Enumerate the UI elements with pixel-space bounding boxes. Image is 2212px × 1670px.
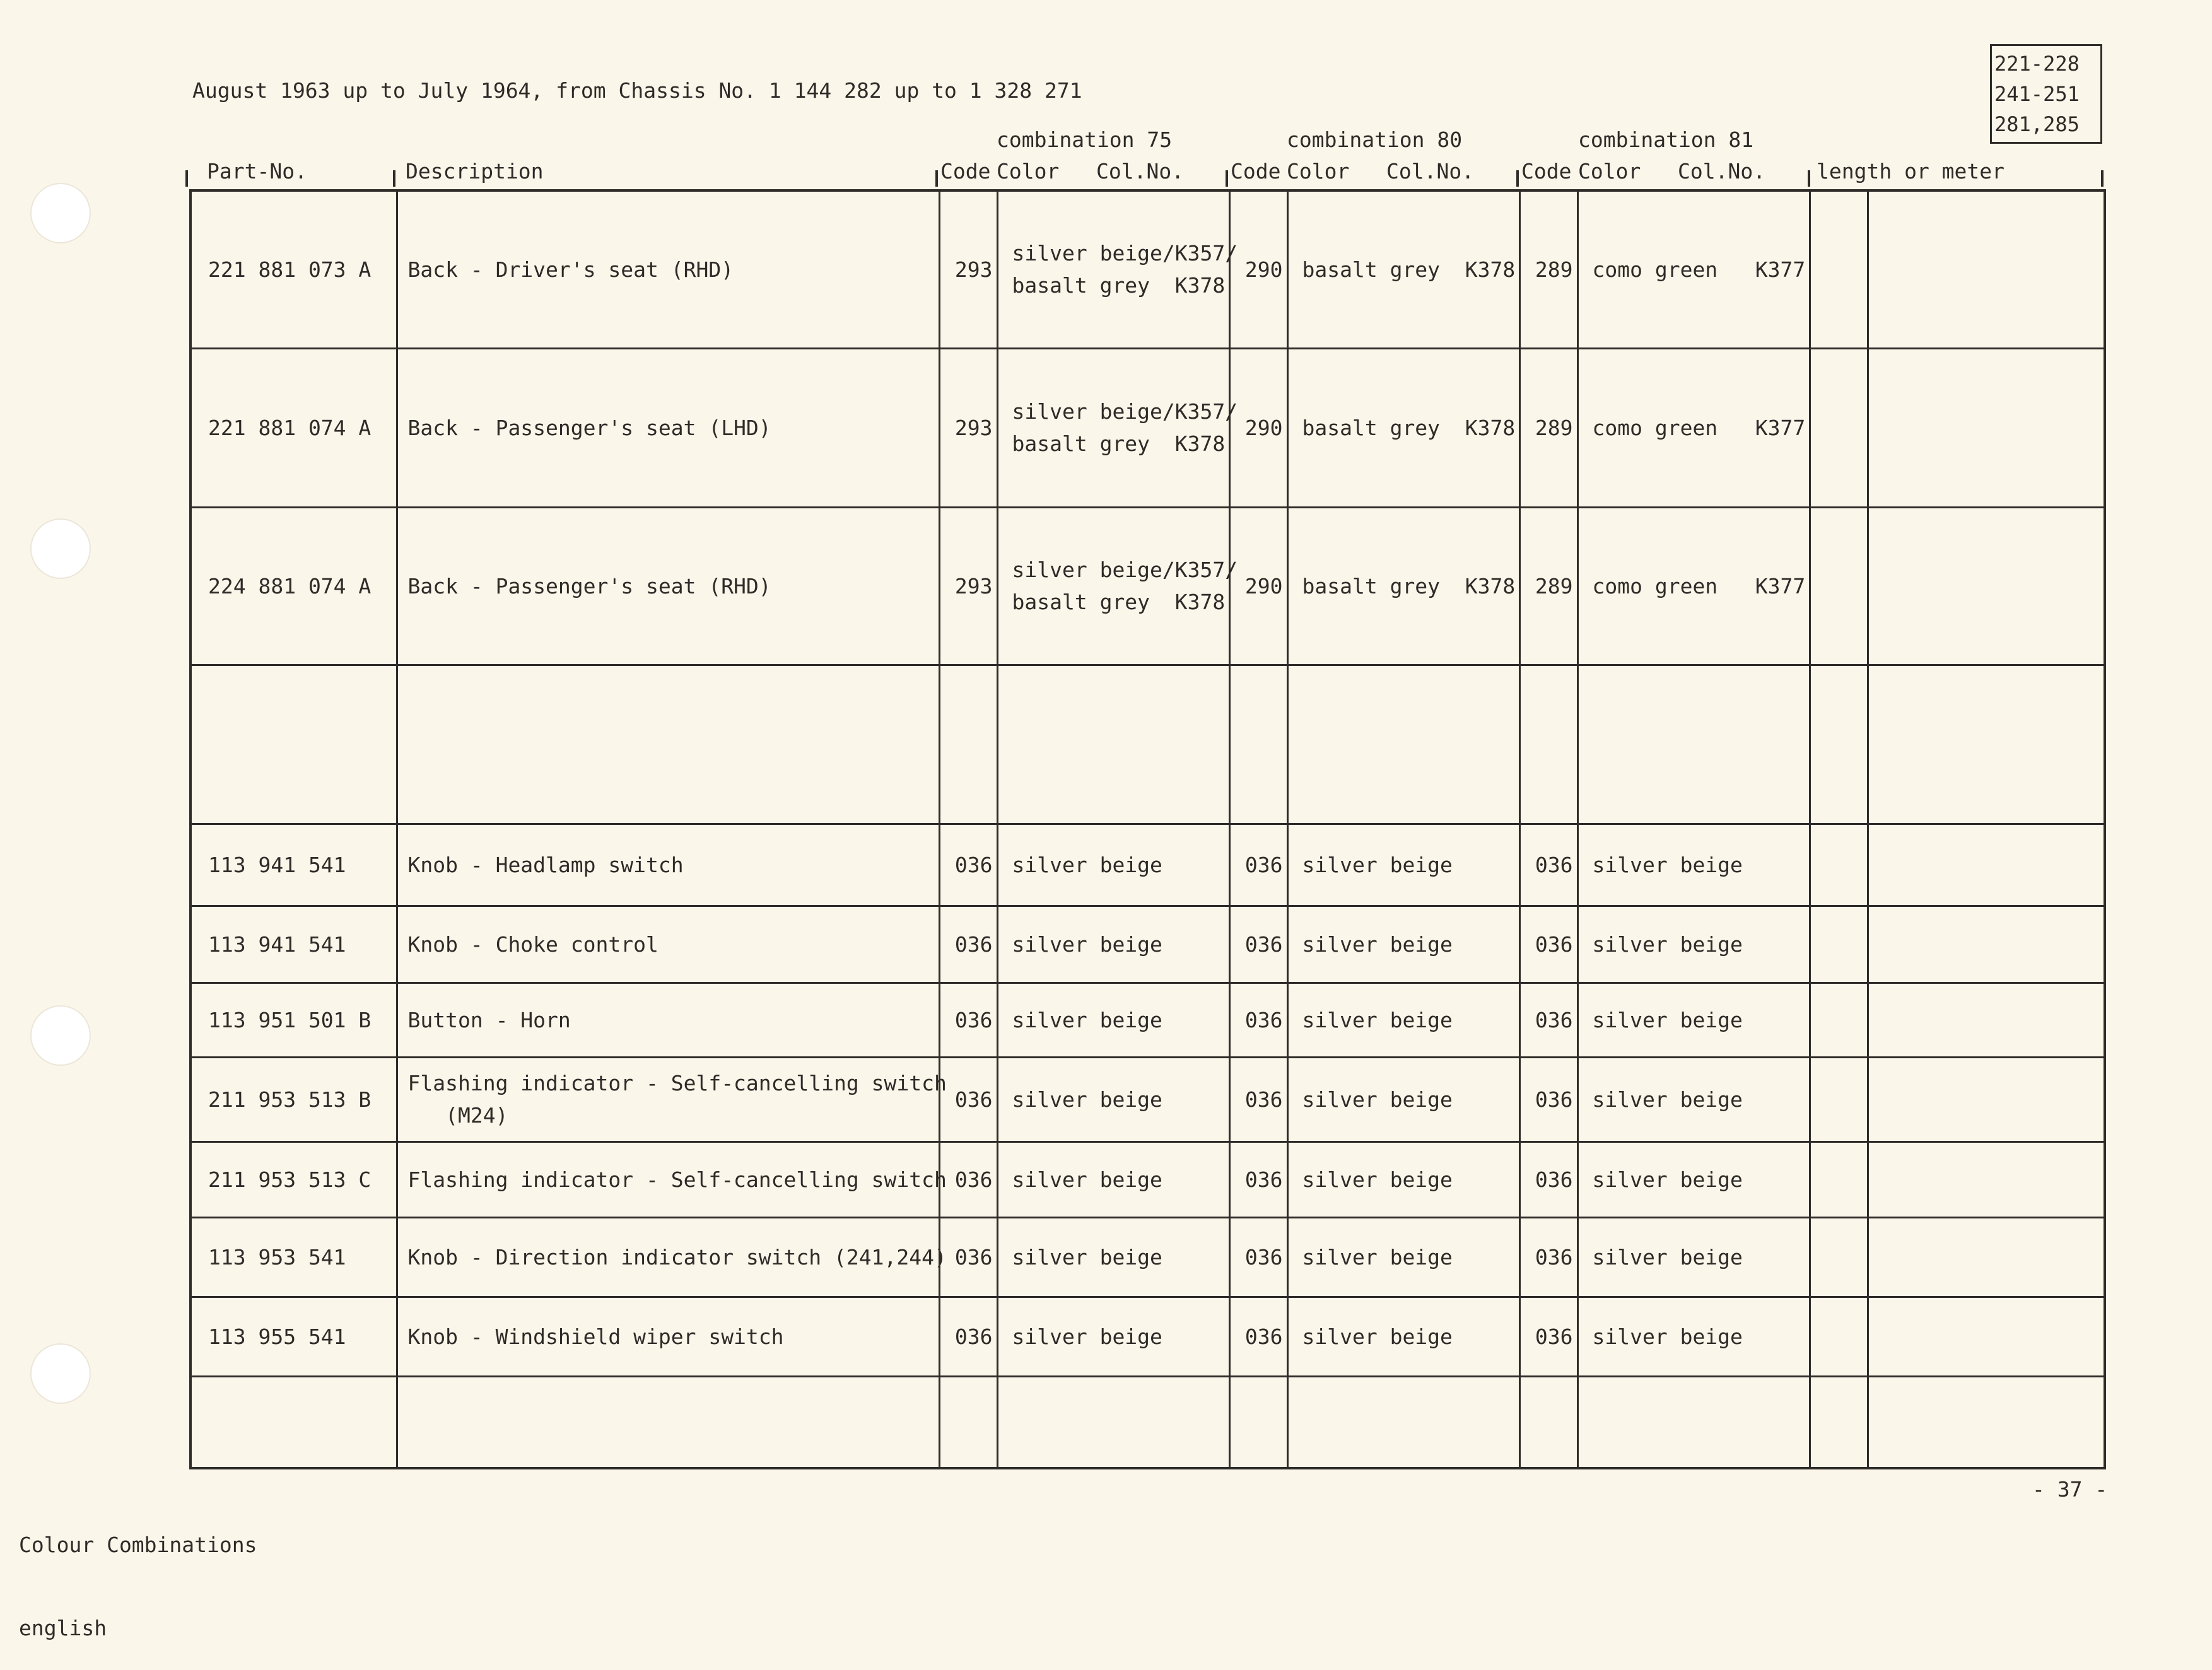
code-75-cell: 293 [939,190,997,348]
code-75-cell: 036 [939,906,997,983]
code-80-cell: 036 [1229,983,1287,1057]
part-no-cell: 211 953 513 B [190,1057,397,1142]
length-cell [1810,507,1868,665]
code-75-cell: 036 [939,1297,997,1376]
code-80-cell: 036 [1229,1217,1287,1297]
code-81-cell: 036 [1519,906,1577,983]
model-range: 221-228 [1994,52,2080,76]
combination-80-label: combination 80 [1287,127,1463,152]
code-heading-75: Code [940,159,991,184]
color-75-cell: silver beige/K357/ basalt grey K378 [997,190,1229,348]
table-row [190,824,2105,906]
part-no-cell: 211 953 513 C [190,1142,397,1217]
color-81-cell: silver beige [1577,1297,1810,1376]
color-81-cell: como green K377 [1577,190,1810,348]
header-tick [2101,170,2104,187]
color-75-cell [997,665,1229,824]
length-cell [1810,1217,1868,1297]
page-number: - 37 - [2032,1477,2108,1502]
code-80-cell: 036 [1229,1142,1287,1217]
header-tick [1516,170,1519,187]
color-81-cell [1577,665,1810,824]
combination-81-label: combination 81 [1578,127,1754,152]
validity-header: August 1963 up to July 1964, from Chassis No. 1 144 282 up to 1 328 271 [192,78,1082,103]
color-81-cell: silver beige [1577,1217,1810,1297]
color-81-cell: silver beige [1577,906,1810,983]
color-80-cell: silver beige [1287,1217,1519,1297]
code-75-cell: 293 [939,348,997,507]
color-heading-81: Color [1578,159,1641,184]
punch-hole-top [30,183,91,243]
description-cell: Back - Passenger's seat (LHD) [397,348,939,507]
code-81-cell: 036 [1519,1142,1577,1217]
color-80-cell: basalt grey K378 [1287,190,1519,348]
code-80-cell: 290 [1229,190,1287,348]
length-cell [1810,1376,1868,1468]
color-81-cell: silver beige [1577,983,1810,1057]
color-75-cell: silver beige [997,1297,1229,1376]
part-no-cell [190,665,397,824]
code-75-cell: 036 [939,824,997,906]
header-tick [185,170,188,187]
header-tick [1226,170,1228,187]
table-row [190,1297,2105,1376]
code-81-cell: 036 [1519,1297,1577,1376]
meter-cell [1868,1142,2105,1217]
model-range-box [1990,44,2102,144]
meter-cell [1868,1297,2105,1376]
description-cell [397,665,939,824]
table-row [190,190,2105,348]
description-cell: Button - Horn [397,983,939,1057]
color-81-cell: silver beige [1577,1057,1810,1142]
color-80-cell [1287,665,1519,824]
code-81-cell: 036 [1519,983,1577,1057]
description-cell [397,1376,939,1468]
length-heading: length or meter [1817,159,2005,184]
table-row [190,665,2105,824]
length-cell [1810,906,1868,983]
color-80-cell: silver beige [1287,1142,1519,1217]
part-no-cell: 113 955 541 [190,1297,397,1376]
length-cell [1810,1297,1868,1376]
color-75-cell: silver beige/K357/ basalt grey K378 [997,507,1229,665]
meter-cell [1868,983,2105,1057]
meter-cell [1868,1057,2105,1142]
code-81-cell [1519,665,1577,824]
meter-cell [1868,665,2105,824]
meter-cell [1868,507,2105,665]
description-cell: Back - Passenger's seat (RHD) [397,507,939,665]
code-80-cell: 036 [1229,1297,1287,1376]
color-80-cell: silver beige [1287,824,1519,906]
parts-table [189,189,2106,1469]
meter-cell [1868,1376,2105,1468]
color-75-cell: silver beige [997,1142,1229,1217]
color-75-cell: silver beige [997,906,1229,983]
color-80-cell: silver beige [1287,906,1519,983]
color-80-cell: basalt grey K378 [1287,348,1519,507]
code-75-cell: 293 [939,507,997,665]
code-81-cell: 036 [1519,1217,1577,1297]
part-no-cell: 113 941 541 [190,906,397,983]
code-heading-81: Code [1521,159,1572,184]
code-80-cell: 036 [1229,1057,1287,1142]
code-80-cell: 290 [1229,348,1287,507]
color-80-cell: silver beige [1287,983,1519,1057]
color-80-cell: silver beige [1287,1057,1519,1142]
header-tick [1808,170,1810,187]
table-row [190,906,2105,983]
color-heading-80: Color [1287,159,1350,184]
combination-75-label: combination 75 [997,127,1173,152]
model-range: 281,285 [1994,112,2080,136]
color-80-cell: silver beige [1287,1297,1519,1376]
code-81-cell: 289 [1519,348,1577,507]
length-cell [1810,983,1868,1057]
code-81-cell: 036 [1519,1057,1577,1142]
code-81-cell: 289 [1519,507,1577,665]
footer-language: english [19,1616,107,1640]
punch-hole-bottom [30,1343,91,1404]
length-cell [1810,824,1868,906]
meter-cell [1868,1217,2105,1297]
color-81-cell: como green K377 [1577,348,1810,507]
color-75-cell: silver beige [997,1217,1229,1297]
part-no-cell [190,1376,397,1468]
code-80-cell: 036 [1229,906,1287,983]
meter-cell [1868,348,2105,507]
description-cell: Knob - Windshield wiper switch [397,1297,939,1376]
footer-block [19,1476,257,1670]
color-75-cell: silver beige/K357/ basalt grey K378 [997,348,1229,507]
table-row [190,348,2105,507]
part-no-cell: 224 881 074 A [190,507,397,665]
code-75-cell: 036 [939,983,997,1057]
length-cell [1810,348,1868,507]
color-75-cell: silver beige [997,824,1229,906]
length-cell [1810,665,1868,824]
part-no-cell: 221 881 074 A [190,348,397,507]
part-no-cell: 113 941 541 [190,824,397,906]
table-row [190,1057,2105,1142]
part-no-cell: 113 951 501 B [190,983,397,1057]
code-75-cell [939,665,997,824]
color-80-cell [1287,1376,1519,1468]
part-no-heading: Part-No. [207,159,307,184]
color-81-cell: silver beige [1577,1142,1810,1217]
meter-cell [1868,824,2105,906]
table-row [190,1217,2105,1297]
code-80-cell: 036 [1229,824,1287,906]
table-row [190,507,2105,665]
description-heading: Description [406,159,544,184]
description-cell: Knob - Headlamp switch [397,824,939,906]
color-75-cell: silver beige [997,983,1229,1057]
description-cell: Back - Driver's seat (RHD) [397,190,939,348]
color-81-cell [1577,1376,1810,1468]
meter-cell [1868,906,2105,983]
description-cell: Knob - Direction indicator switch (241,244) [397,1217,939,1297]
description-cell: Flashing indicator - Self-cancelling switch (M24) [397,1057,939,1142]
length-cell [1810,1142,1868,1217]
length-cell [1810,1057,1868,1142]
code-80-cell [1229,665,1287,824]
color-heading-75: Color [997,159,1060,184]
table-row [190,1142,2105,1217]
header-tick [935,170,938,187]
code-81-cell [1519,1376,1577,1468]
part-no-cell: 221 881 073 A [190,190,397,348]
colno-heading-75: Col.No. [1096,159,1185,184]
length-cell [1810,190,1868,348]
code-80-cell: 290 [1229,507,1287,665]
punch-hole-upper-middle [30,518,91,579]
colno-heading-80: Col.No. [1386,159,1475,184]
code-75-cell: 036 [939,1217,997,1297]
color-81-cell: como green K377 [1577,507,1810,665]
code-heading-80: Code [1231,159,1281,184]
code-75-cell: 036 [939,1142,997,1217]
code-80-cell [1229,1376,1287,1468]
code-75-cell [939,1376,997,1468]
header-tick [393,170,395,187]
table-row [190,1376,2105,1468]
code-75-cell: 036 [939,1057,997,1142]
footer-title: Colour Combinations [19,1533,257,1557]
meter-cell [1868,190,2105,348]
description-cell: Knob - Choke control [397,906,939,983]
color-75-cell: silver beige [997,1057,1229,1142]
code-81-cell: 289 [1519,190,1577,348]
punch-hole-lower-middle [30,1005,91,1066]
color-75-cell [997,1376,1229,1468]
color-81-cell: silver beige [1577,824,1810,906]
part-no-cell: 113 953 541 [190,1217,397,1297]
code-81-cell: 036 [1519,824,1577,906]
colno-heading-81: Col.No. [1678,159,1766,184]
description-cell: Flashing indicator - Self-cancelling switch [397,1142,939,1217]
table-row [190,983,2105,1057]
model-range: 241-251 [1994,82,2080,106]
color-80-cell: basalt grey K378 [1287,507,1519,665]
